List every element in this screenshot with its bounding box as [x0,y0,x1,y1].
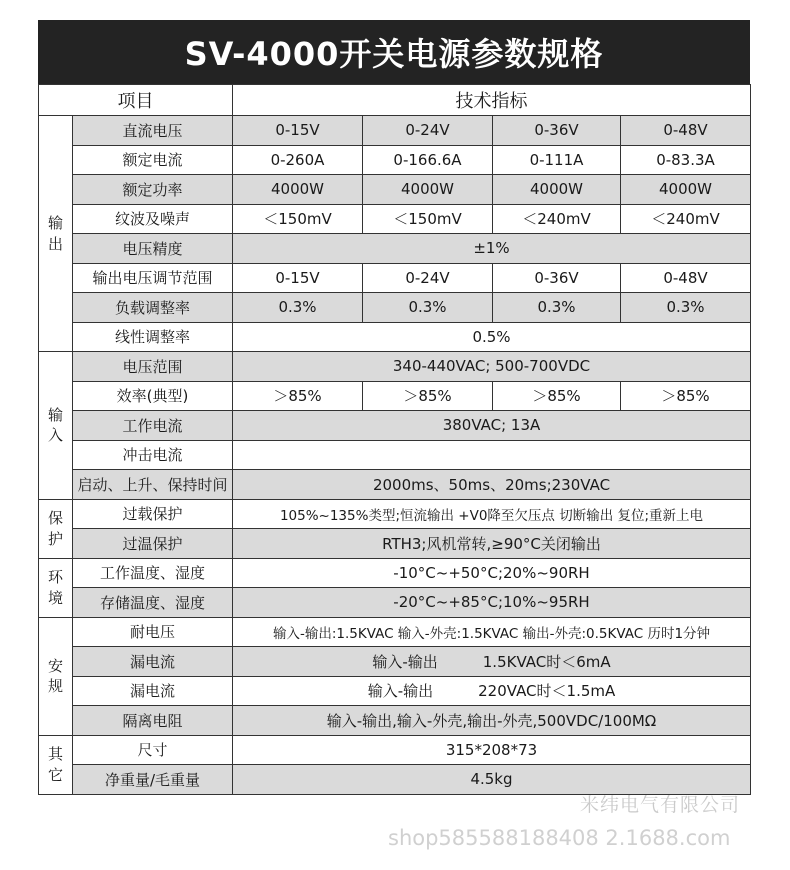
row-label: 输出电压调节范围 [73,263,233,293]
cell: 0-260A [233,145,363,175]
table-row [39,617,751,647]
row-label: 净重量/毛重量 [73,765,233,795]
group-safety: 安规 [39,617,73,735]
cell: 0-83.3A [621,145,751,175]
cell: ＞85% [233,381,363,411]
table-row [39,116,751,146]
cell: -20°C~+85°C;10%~95RH [233,588,751,618]
table-row [39,529,751,559]
row-label: 冲击电流 [73,440,233,470]
row-label: 工作温度、湿度 [73,558,233,588]
table-row [39,647,751,677]
group-protection: 保护 [39,499,73,558]
group-output: 输出 [39,116,73,352]
table-row [39,381,751,411]
cell: 340-440VAC; 500-700VDC [233,352,751,382]
spec-table [38,84,751,795]
table-row [39,234,751,264]
table-row [39,322,751,352]
table-row [39,204,751,234]
cell: 0-166.6A [363,145,493,175]
row-label: 额定电流 [73,145,233,175]
cell: 0-15V [233,116,363,146]
row-label: 直流电压 [73,116,233,146]
row-label: 线性调整率 [73,322,233,352]
cell: 0-48V [621,263,751,293]
cell: ＞85% [621,381,751,411]
cell: 输入-输出 220VAC时＜1.5mA [233,676,751,706]
page-title: SV-4000开关电源参数规格 [38,20,750,84]
table-row [39,588,751,618]
cell: 输入-输出:1.5KVAC 输入-外壳:1.5KVAC 输出-外壳:0.5KVAC 历时1分钟 [233,617,751,647]
watermark-shop: shop585588188408 2.1688.com [388,826,731,850]
cell: 0-24V [363,116,493,146]
cell: 0.3% [363,293,493,323]
table-row [39,558,751,588]
cell: 4.5kg [233,765,751,795]
cell: ＞85% [493,381,621,411]
cell: 4000W [233,175,363,205]
cell: ±1% [233,234,751,264]
table-row [39,470,751,500]
cell: 315*208*73 [233,735,751,765]
row-label: 漏电流 [73,647,233,677]
cell: 0-24V [363,263,493,293]
row-label: 电压精度 [73,234,233,264]
cell: -10°C~+50°C;20%~90RH [233,558,751,588]
cell: 4000W [621,175,751,205]
cell [233,440,751,470]
group-environment: 环境 [39,558,73,617]
cell: 0.3% [233,293,363,323]
table-row [39,440,751,470]
table-row [39,293,751,323]
row-label: 额定功率 [73,175,233,205]
row-label: 纹波及噪声 [73,204,233,234]
cell: 380VAC; 13A [233,411,751,441]
table-row [39,411,751,441]
row-label: 过载保护 [73,499,233,529]
row-label: 效率(典型) [73,381,233,411]
cell: 0-36V [493,263,621,293]
row-label: 电压范围 [73,352,233,382]
table-row [39,706,751,736]
row-label: 隔离电阻 [73,706,233,736]
group-input: 输入 [39,352,73,500]
row-label: 启动、上升、保持时间 [73,470,233,500]
cell: ＜150mV [233,204,363,234]
table-header-row [39,85,751,116]
row-label: 负载调整率 [73,293,233,323]
table-row [39,352,751,382]
cell: RTH3;风机常转,≥90°C关闭输出 [233,529,751,559]
cell: 0.5% [233,322,751,352]
table-row [39,263,751,293]
cell: ＞85% [363,381,493,411]
cell: 4000W [363,175,493,205]
table-row [39,145,751,175]
row-label: 耐电压 [73,617,233,647]
group-other: 其它 [39,735,73,794]
row-label: 尺寸 [73,735,233,765]
cell: ＜150mV [363,204,493,234]
cell: 0.3% [621,293,751,323]
cell: 105%~135%类型;恒流输出 +V0降至欠压点 切断输出 复位;重新上电 [233,499,751,529]
cell: 0-111A [493,145,621,175]
row-label: 漏电流 [73,676,233,706]
cell: ＜240mV [621,204,751,234]
header-spec: 技术指标 [233,85,751,116]
cell: ＜240mV [493,204,621,234]
row-label: 工作电流 [73,411,233,441]
header-item: 项目 [39,85,233,116]
cell: 输入-输出,输入-外壳,输出-外壳,500VDC/100MΩ [233,706,751,736]
cell: 4000W [493,175,621,205]
table-row [39,175,751,205]
cell: 输入-输出 1.5KVAC时＜6mA [233,647,751,677]
cell: 0.3% [493,293,621,323]
table-row [39,735,751,765]
cell: 2000ms、50ms、20ms;230VAC [233,470,751,500]
cell: 0-48V [621,116,751,146]
row-label: 过温保护 [73,529,233,559]
cell: 0-36V [493,116,621,146]
cell: 0-15V [233,263,363,293]
table-row [39,499,751,529]
row-label: 存储温度、湿度 [73,588,233,618]
table-row [39,676,751,706]
watermark-company: 米纬电气有限公司 [580,794,741,816]
